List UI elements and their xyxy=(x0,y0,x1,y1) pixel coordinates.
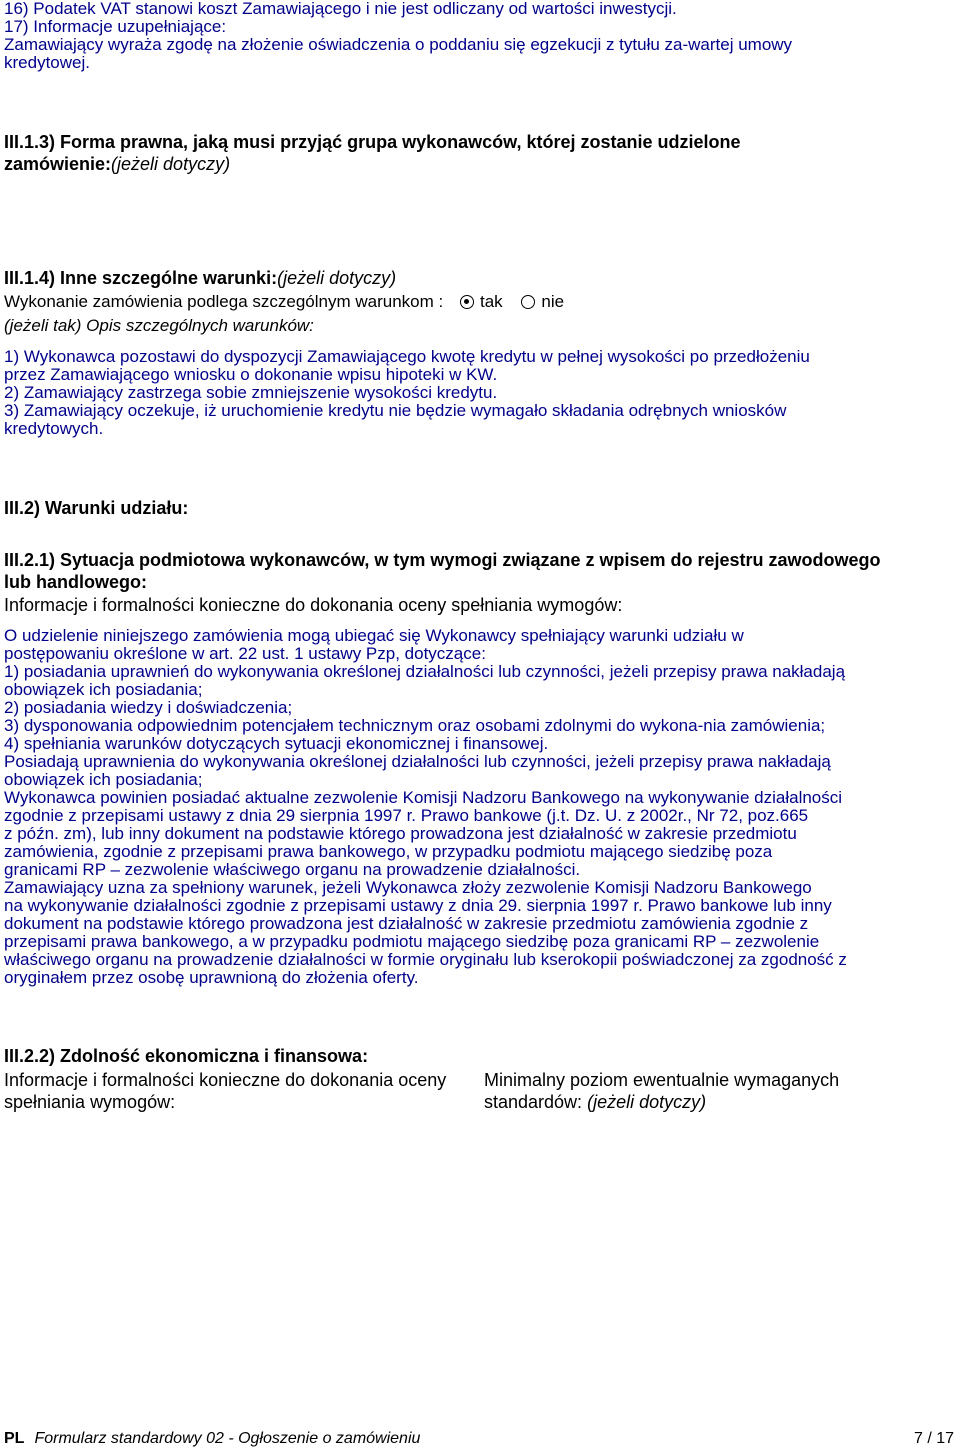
left-column-line-1: Informacje i formalności konieczne do dokonania oceny xyxy=(4,1070,447,1090)
conditions-description-label: (jeżeli tak) Opis szczególnych warunków: xyxy=(4,316,314,335)
section-321-content xyxy=(4,627,956,987)
section-322-columns xyxy=(4,1069,956,1115)
requirement-line: 1) posiadania uprawnień do wykonywania określonej działalności lub czynności, jeżeli przepisy prawa nakładają xyxy=(4,662,846,681)
requirement-line: na wykonywanie działalności zgodnie z przepisami ustawy z dnia 29. sierpnia 1997 r. Prawo bankowe lub inny xyxy=(4,896,832,915)
section-313 xyxy=(4,131,956,175)
additional-info-label: 17) Informacje uzupełniające: xyxy=(4,17,227,36)
option-no-label: nie xyxy=(541,292,565,311)
option-yes-label: tak xyxy=(479,292,503,311)
condition-line: 3) Zamawiający oczekuje, iż uruchomienie kredytu nie będzie wymagało składania odrębnych wniosków xyxy=(4,401,787,420)
section-313-heading-cont: zamówienie: xyxy=(4,154,112,174)
section-314-note: (jeżeli dotyczy) xyxy=(277,268,397,288)
section-314-heading-row xyxy=(4,266,956,290)
requirement-line: oryginałem przez osobę uprawnioną do złożenia oferty. xyxy=(4,968,419,987)
condition-line: 1) Wykonawca pozostawi do dyspozycji Zamawiającego kwotę kredytu w pełnej wysokości po przedłożeniu xyxy=(4,347,810,366)
section-322-left-column xyxy=(4,1069,446,1113)
section-313-note: (jeżeli dotyczy) xyxy=(111,154,231,174)
section-32-heading: III.2) Warunki udziału: xyxy=(4,498,189,518)
section-322 xyxy=(4,1045,956,1067)
requirement-line: 2) posiadania wiedzy i doświadczenia; xyxy=(4,698,293,717)
right-column-line-1: Minimalny poziom ewentualnie wymaganych xyxy=(484,1070,840,1090)
requirement-line: obowiązek ich posiadania; xyxy=(4,770,203,789)
additional-info-line-2: kredytowej. xyxy=(4,53,90,72)
requirement-line: Wykonawca powinien posiadać aktualne zezwolenie Komisji Nadzoru Bankowego na wykonywanie działalności xyxy=(4,788,843,807)
condition-line: 2) Zamawiający zastrzega sobie zmniejszenie wysokości kredytu. xyxy=(4,383,498,402)
radio-empty-icon[interactable] xyxy=(521,295,535,309)
requirement-line: O udzielenie niniejszego zamówienia mogą ubiegać się Wykonawcy spełniający warunki udziału w xyxy=(4,626,744,645)
left-column-line-2: spełniania wymogów: xyxy=(4,1092,176,1112)
requirement-line: zgodnie z przepisami ustawy z dnia 29 sierpnia 1997 r. Prawo bankowe (j.t. Dz. U. z 2002r., Nr 72, poz.665 xyxy=(4,806,809,825)
requirement-line: z późn. zm), lub inny dokument na podstawie którego prowadzona jest działalność w zakresie przedmiotu xyxy=(4,824,797,843)
page-number: 7 / 17 xyxy=(913,1430,954,1447)
condition-line: przez Zamawiającego wniosku o dokonanie wpisu hipoteki w KW. xyxy=(4,365,498,384)
requirement-line: zamówienia, zgodnie z przepisami prawa bankowego, w przypadku podmiotu mającego siedzibę poza xyxy=(4,842,773,861)
special-conditions-row xyxy=(4,290,956,314)
form-name: Formularz standardowy 02 - Ogłoszenie o zamówieniu xyxy=(34,1430,421,1447)
additional-info-line-1: Zamawiający wyraża zgodę na złożenie oświadczenia o poddaniu się egzekucji z tytułu za-wartej umowy xyxy=(4,35,793,54)
requirement-line: dokument na podstawie którego prowadzona jest działalność w zakresie przedmiotu zamówienia zgodnie z xyxy=(4,914,809,933)
condition-line: kredytowych. xyxy=(4,419,104,438)
intro-block xyxy=(4,0,956,72)
section-321-info-label: Informacje i formalności konieczne do dokonania oceny spełniania wymogów: xyxy=(4,595,623,615)
section-321-heading: III.2.1) Sytuacja podmiotowa wykonawców, w tym wymogi związane z wpisem do rejestru zawodowego xyxy=(4,550,881,570)
requirement-line: postępowaniu określone w art. 22 ust. 1 ustawy Pzp, dotyczące: xyxy=(4,644,486,663)
right-column-label: standardów: xyxy=(484,1092,583,1112)
section-313-heading-line-2 xyxy=(4,153,956,175)
special-conditions-question: Wykonanie zamówienia podlega szczególnym warunkom : xyxy=(4,292,444,311)
requirement-line: Posiadają uprawnienia do wykonywania określonej działalności lub czynności, jeżeli przepisy prawa nakładają xyxy=(4,752,831,771)
section-322-right-column xyxy=(484,1069,839,1113)
page-footer xyxy=(4,1430,956,1448)
vat-note: 16) Podatek VAT stanowi koszt Zamawiającego i nie jest odliczany od wartości inwestycji. xyxy=(4,0,677,18)
requirement-line: przepisami prawa bankowego, a w przypadku podmiotu mającego siedzibę poza granicami RP – zezwolenie xyxy=(4,932,820,951)
language-code: PL xyxy=(4,1430,25,1447)
requirement-line: granicami RP – zezwolenie właściwego organu na prowadzenie działalności. xyxy=(4,860,581,879)
option-yes[interactable] xyxy=(460,292,503,311)
requirement-line: obowiązek ich posiadania; xyxy=(4,680,203,699)
requirement-line: właściwego organu na prowadzenie działalności w formie oryginału lub kserokopii poświadczonej za zgodność z xyxy=(4,950,847,969)
right-column-line-2 xyxy=(484,1091,839,1113)
section-321-heading-line-2: lub handlowego: xyxy=(4,572,147,592)
option-no[interactable] xyxy=(521,292,564,311)
section-322-heading: III.2.2) Zdolność ekonomiczna i finansowa: xyxy=(4,1046,369,1066)
special-conditions-list xyxy=(4,348,956,438)
requirement-line: Zamawiający uzna za spełniony warunek, jeżeli Wykonawca złoży zezwolenie Komisji Nadzoru Bankowego xyxy=(4,878,812,897)
section-314-heading: III.1.4) Inne szczególne warunki: xyxy=(4,268,278,288)
right-column-note: (jeżeli dotyczy) xyxy=(587,1092,707,1112)
requirement-line: 4) spełniania warunków dotyczących sytuacji ekonomicznej i finansowej. xyxy=(4,734,549,753)
section-321 xyxy=(4,549,956,616)
section-314 xyxy=(4,266,956,338)
radio-selected-icon[interactable] xyxy=(460,295,474,309)
requirement-line: 3) dysponowania odpowiednim potencjałem technicznym oraz osobami zdolnymi do wykona-nia zamówienia; xyxy=(4,716,826,735)
section-313-heading: III.1.3) Forma prawna, jaką musi przyjąć grupa wykonawców, której zostanie udzielone xyxy=(4,132,741,152)
section-32 xyxy=(4,497,956,519)
